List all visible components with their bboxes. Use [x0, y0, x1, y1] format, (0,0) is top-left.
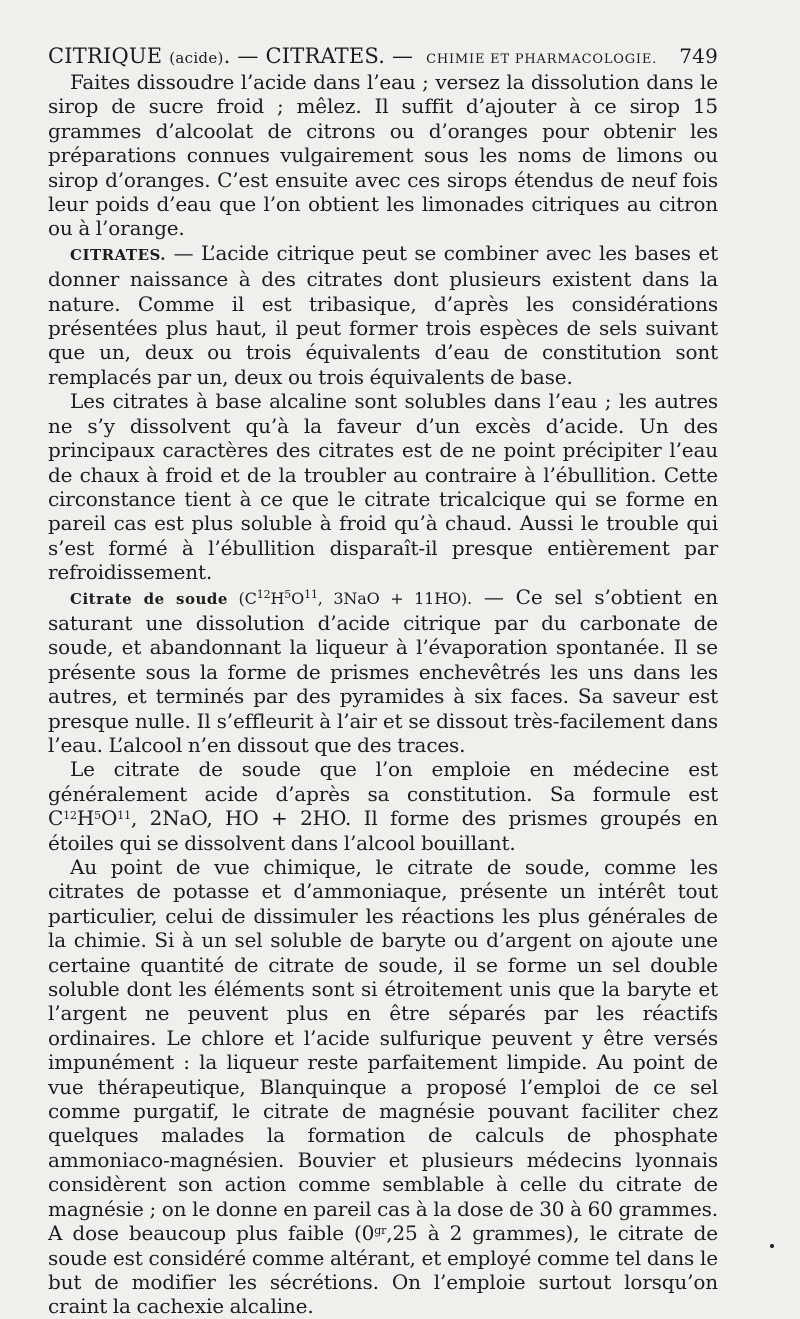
paragraph-text: Le citrate de soude que l’on emploie en médecine est généralement acide d’après sa constitution. Sa formule est C	[48, 757, 718, 831]
formula-part: O	[291, 588, 305, 608]
paragraph	[48, 757, 718, 855]
running-head-separator: . —	[223, 44, 266, 68]
paragraph	[48, 855, 718, 1319]
ink-speck	[770, 1244, 774, 1248]
running-head	[48, 44, 718, 68]
paragraph-text: Les citrates à base alcaline sont solubles dans l’eau ; les autres ne s’y dissolvent qu’à la faveur d’un excès d’acide. Un des principaux caractères des citrates est de ne point précipiter l’eau de chaux à froid et de la troubler au contraire à l’ébullition. Cette circonstance tient à ce que le citrate tricalcique qui se forme en pareil cas est plus soluble à froid qu’à chaud. Aussi le trouble qui s’est formé à l’ébullition disparaît-il presque entièrement par refroidissement.	[48, 389, 718, 585]
body-text	[48, 70, 718, 1319]
book-page	[48, 44, 718, 1319]
running-head-subtitle: CHIMIE ET PHARMACOLOGIE.	[426, 52, 658, 67]
formula	[228, 589, 472, 608]
paragraph-text: Au point de vue chimique, le citrate de soude, comme les citrates de potasse et d’ammoniaque, présente un intérêt tout particulier, celui de dissimuler les réactions les plus générales de la chimie. Si à un sel soluble de baryte ou d’argent on ajoute une certaine quantité de citrate de soude, il se forme un sel double soluble dont les éléments sont si étroitement unis que la baryte et l’argent ne peuvent plus en être séparés par les réactifs ordinaires. Le chlore et l’acide sulfurique peuvent y être versés impunément : la liqueur reste parfaitement limpide. Au point de vue thérapeutique, Blanquinque a proposé l’emploi de ce sel comme purgatif, le citrate de magnésie pouvant faciliter chez quelques malades la formation de calculs de phosphate ammoniaco-magnésien. Bouvier et plusieurs médecins lyonnais considèrent son action comme semblable à celle du citrate de magnésie ; on le donne en pareil cas à la dose de 30 à 60 grammes. A dose beaucoup plus faible (0	[48, 855, 718, 1246]
formula-part: H	[270, 588, 285, 608]
formula-part: (C	[227, 588, 257, 608]
paragraph-text: — Ce sel s’obtient en saturant une dissolution d’acide citrique par du carbonate de soude, et abandonnant la liqueur à l’évaporation spontanée. Il se présente sous la forme de prismes enchevêtrés les uns dans les autres, et terminés par des pyramides à six faces. Sa saveur est presque nulle. Il s’effleurit à l’air et se dissout très-facilement dans l’eau. L’alcool n’en dissout que des traces.	[48, 584, 718, 757]
paragraph	[48, 241, 718, 389]
formula-sup: 12	[63, 809, 77, 823]
formula-part: H	[76, 806, 95, 831]
paragraph-text: Faites dissoudre l’acide dans l’eau ; versez la dissolution dans le sirop de sucre froid ; mêlez. Il suffit d’ajouter à ce sirop 15 grammes d’alcoolat de citrons ou d’oranges pour obtenir les préparations connues vulgairement sous les noms de limons ou sirop d’oranges. C’est ensuite avec ces sirops étendus de neuf fois leur poids d’eau que l’on obtient les limonades citriques au citron ou à l’orange.	[48, 70, 718, 241]
running-head-title: CITRIQUE	[48, 44, 163, 68]
page-number: 749	[679, 44, 718, 68]
formula-sup: 11	[304, 587, 318, 601]
paragraph	[48, 70, 718, 241]
section-heading-citrates: CITRATES.	[70, 245, 167, 264]
running-head-title2: CITRATES. —	[265, 44, 421, 68]
formula-sup: 12	[256, 587, 271, 601]
formula-sup: 11	[117, 809, 131, 823]
paragraph-text: , 2NaO, HO + 2HO. Il forme des prismes groupés en étoiles qui se dissolvent dans l’alcool bouillant.	[48, 806, 718, 855]
formula-part: O	[101, 806, 118, 831]
paragraph	[48, 389, 718, 584]
formula-sup: 5	[284, 587, 292, 601]
section-heading-citrate-de-soude: Citrate de soude	[70, 589, 228, 608]
paragraph-text: — L’acide citrique peut se combiner avec les bases et donner naissance à des citrates dont plusieurs existent dans la nature. Comme il est tribasique, d’après les considérations présentées plus haut, il peut former trois espèces de sels suivant que un, deux ou trois équivalents d’eau de constitution sont remplacés par un, deux ou trois équivalents de base.	[48, 240, 718, 389]
formula-sup: 5	[94, 809, 102, 823]
running-head-title-paren: (acide)	[169, 49, 224, 67]
paragraph	[48, 585, 718, 758]
formula-part: , 3NaO + 11HO).	[317, 588, 472, 608]
unit-sup: gr	[374, 1224, 387, 1238]
running-head-title-group	[48, 44, 657, 68]
paragraph-text: ,25 à 2 grammes), le citrate de soude est considéré comme altérant, et employé comme tel dans le but de modifier les sécrétions. On l’emploie surtout lorsqu’on craint la cachexie alcaline.	[48, 1221, 718, 1319]
